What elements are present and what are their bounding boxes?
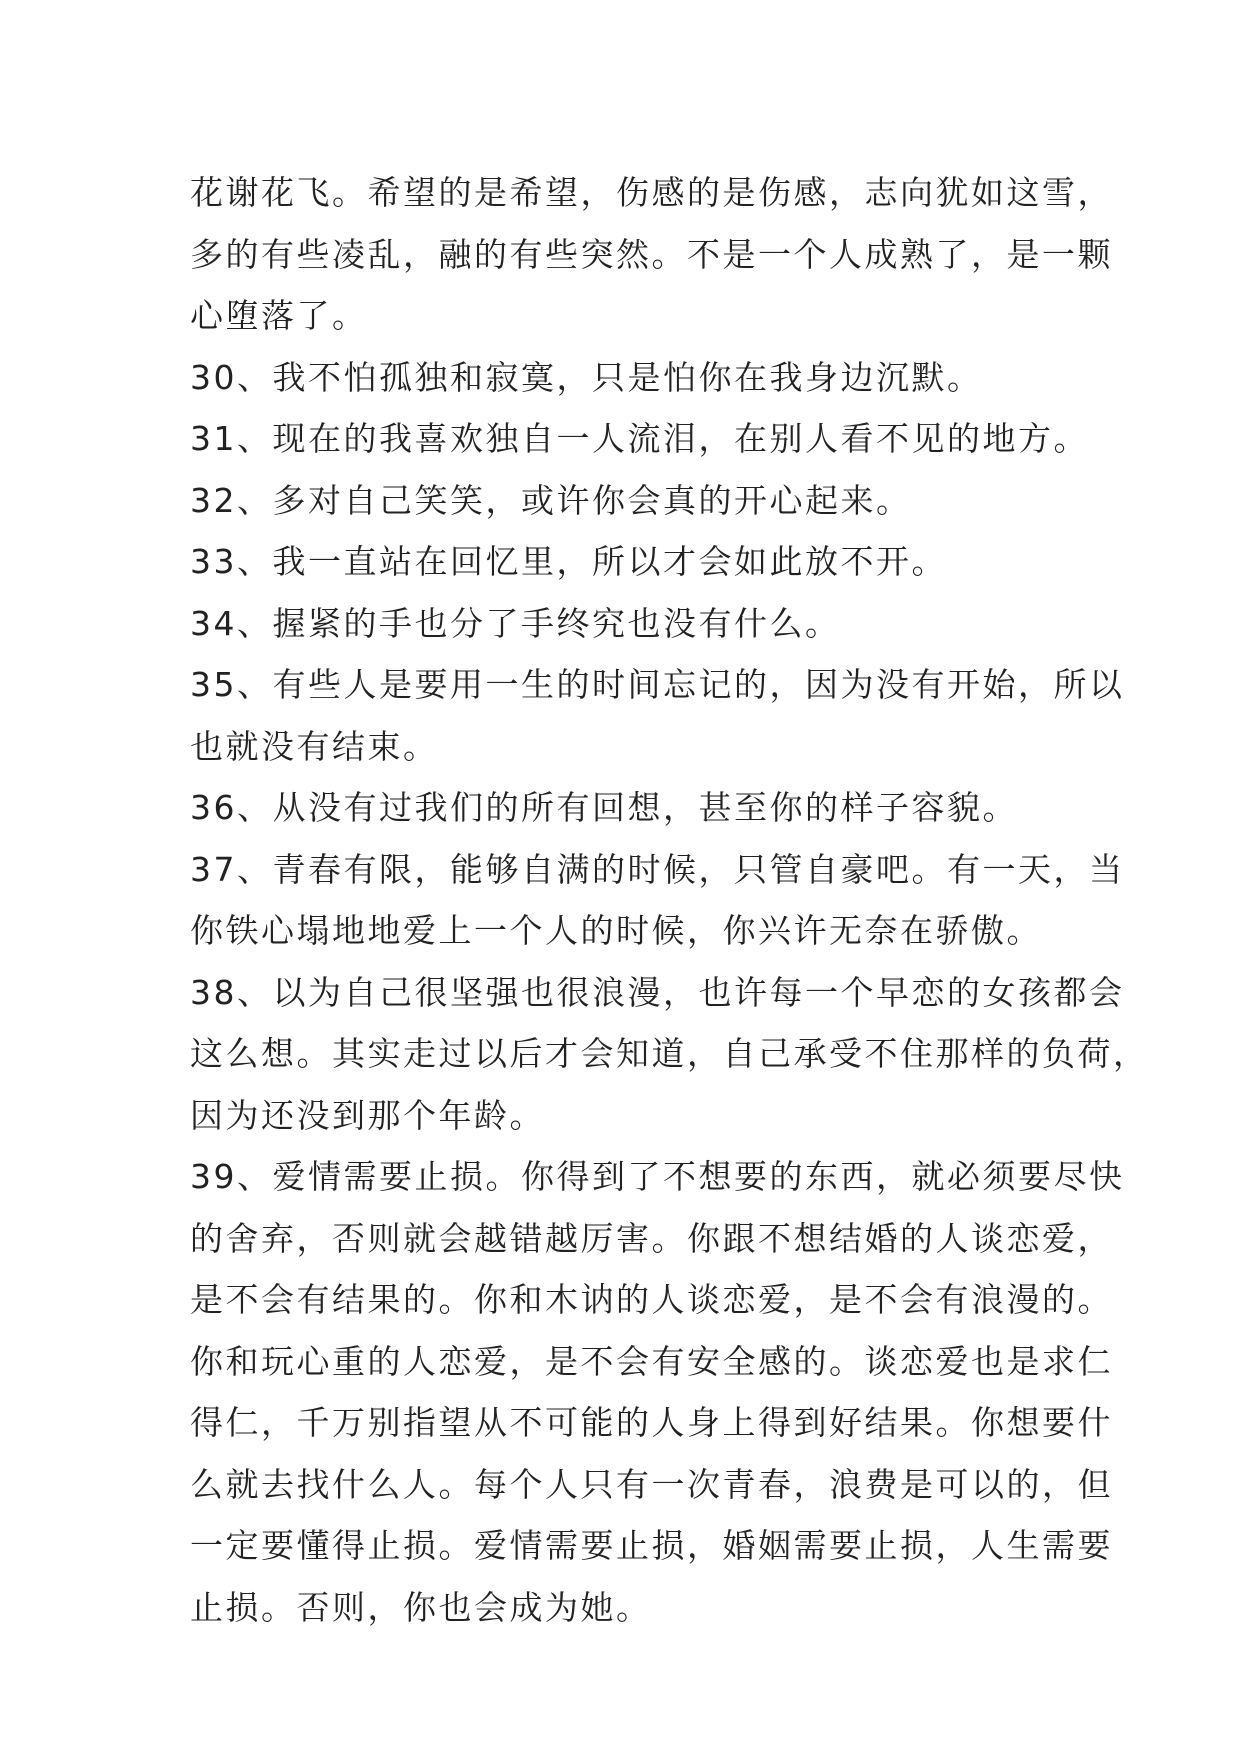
text-line: 止损。否则，你也会成为她。 [190, 1587, 652, 1627]
text-line: 也就没有结束。 [190, 726, 439, 766]
text-line: 一定要懂得止损。爱情需要止损，婚姻需要止损，人生需要 [190, 1526, 1113, 1565]
text-line: 你铁心塌地地爱上一个人的时候，你兴许无奈在骄傲。 [190, 911, 1042, 950]
text-line: 的舍弃，否则就会越错越厉害。你跟不想结婚的人谈恋爱， [190, 1218, 1113, 1258]
text-line: 36、从没有过我们的所有回想，甚至你的样子容貌。 [190, 788, 1018, 827]
text-line: 多的有些凌乱，融的有些突然。不是一个人成熟了，是一颗 [190, 234, 1113, 274]
text-line: 32、多对自己笑笑，或许你会真的开心起来。 [190, 480, 912, 520]
text-line: 34、握紧的手也分了手终究也没有什么。 [190, 603, 841, 643]
text-line: 39、爱情需要止损。你得到了不想要的东西，就必须要尽快 [190, 1157, 1125, 1196]
text-line: 是不会有结果的。你和木讷的人谈恋爱，是不会有浪漫的。 [190, 1280, 1113, 1319]
text-line: 心堕落了。 [190, 296, 368, 335]
text-line: 么就去找什么人。每个人只有一次青春，浪费是可以的，但 [190, 1464, 1113, 1504]
text-line: 31、现在的我喜欢独自一人流泪，在别人看不见的地方。 [190, 419, 1089, 458]
document-body [190, 162, 1149, 1638]
text-line: 37、青春有限，能够自满的时候，只管自豪吧。有一天，当 [190, 849, 1125, 889]
text-line: 花谢花飞。希望的是希望，伤感的是伤感，志向犹如这雪， [190, 173, 1113, 212]
text-line: 因为还没到那个年龄。 [190, 1095, 545, 1135]
text-line: 得仁，千万别指望从不可能的人身上得到好结果。你想要什 [190, 1403, 1113, 1442]
text-line: 38、以为自己很坚强也很浪漫，也许每一个早恋的女孩都会 [190, 972, 1125, 1012]
text-line: 你和玩心重的人恋爱，是不会有安全感的。谈恋爱也是求仁 [190, 1341, 1113, 1381]
text-line: 35、有些人是要用一生的时间忘记的，因为没有开始，所以 [190, 665, 1125, 704]
text-line: 33、我一直站在回忆里，所以才会如此放不开。 [190, 542, 947, 581]
text-line: 30、我不怕孤独和寂寞，只是怕你在我身边沉默。 [190, 357, 983, 397]
text-line: 这么想。其实走过以后才会知道，自己承受不住那样的负荷， [190, 1034, 1149, 1073]
